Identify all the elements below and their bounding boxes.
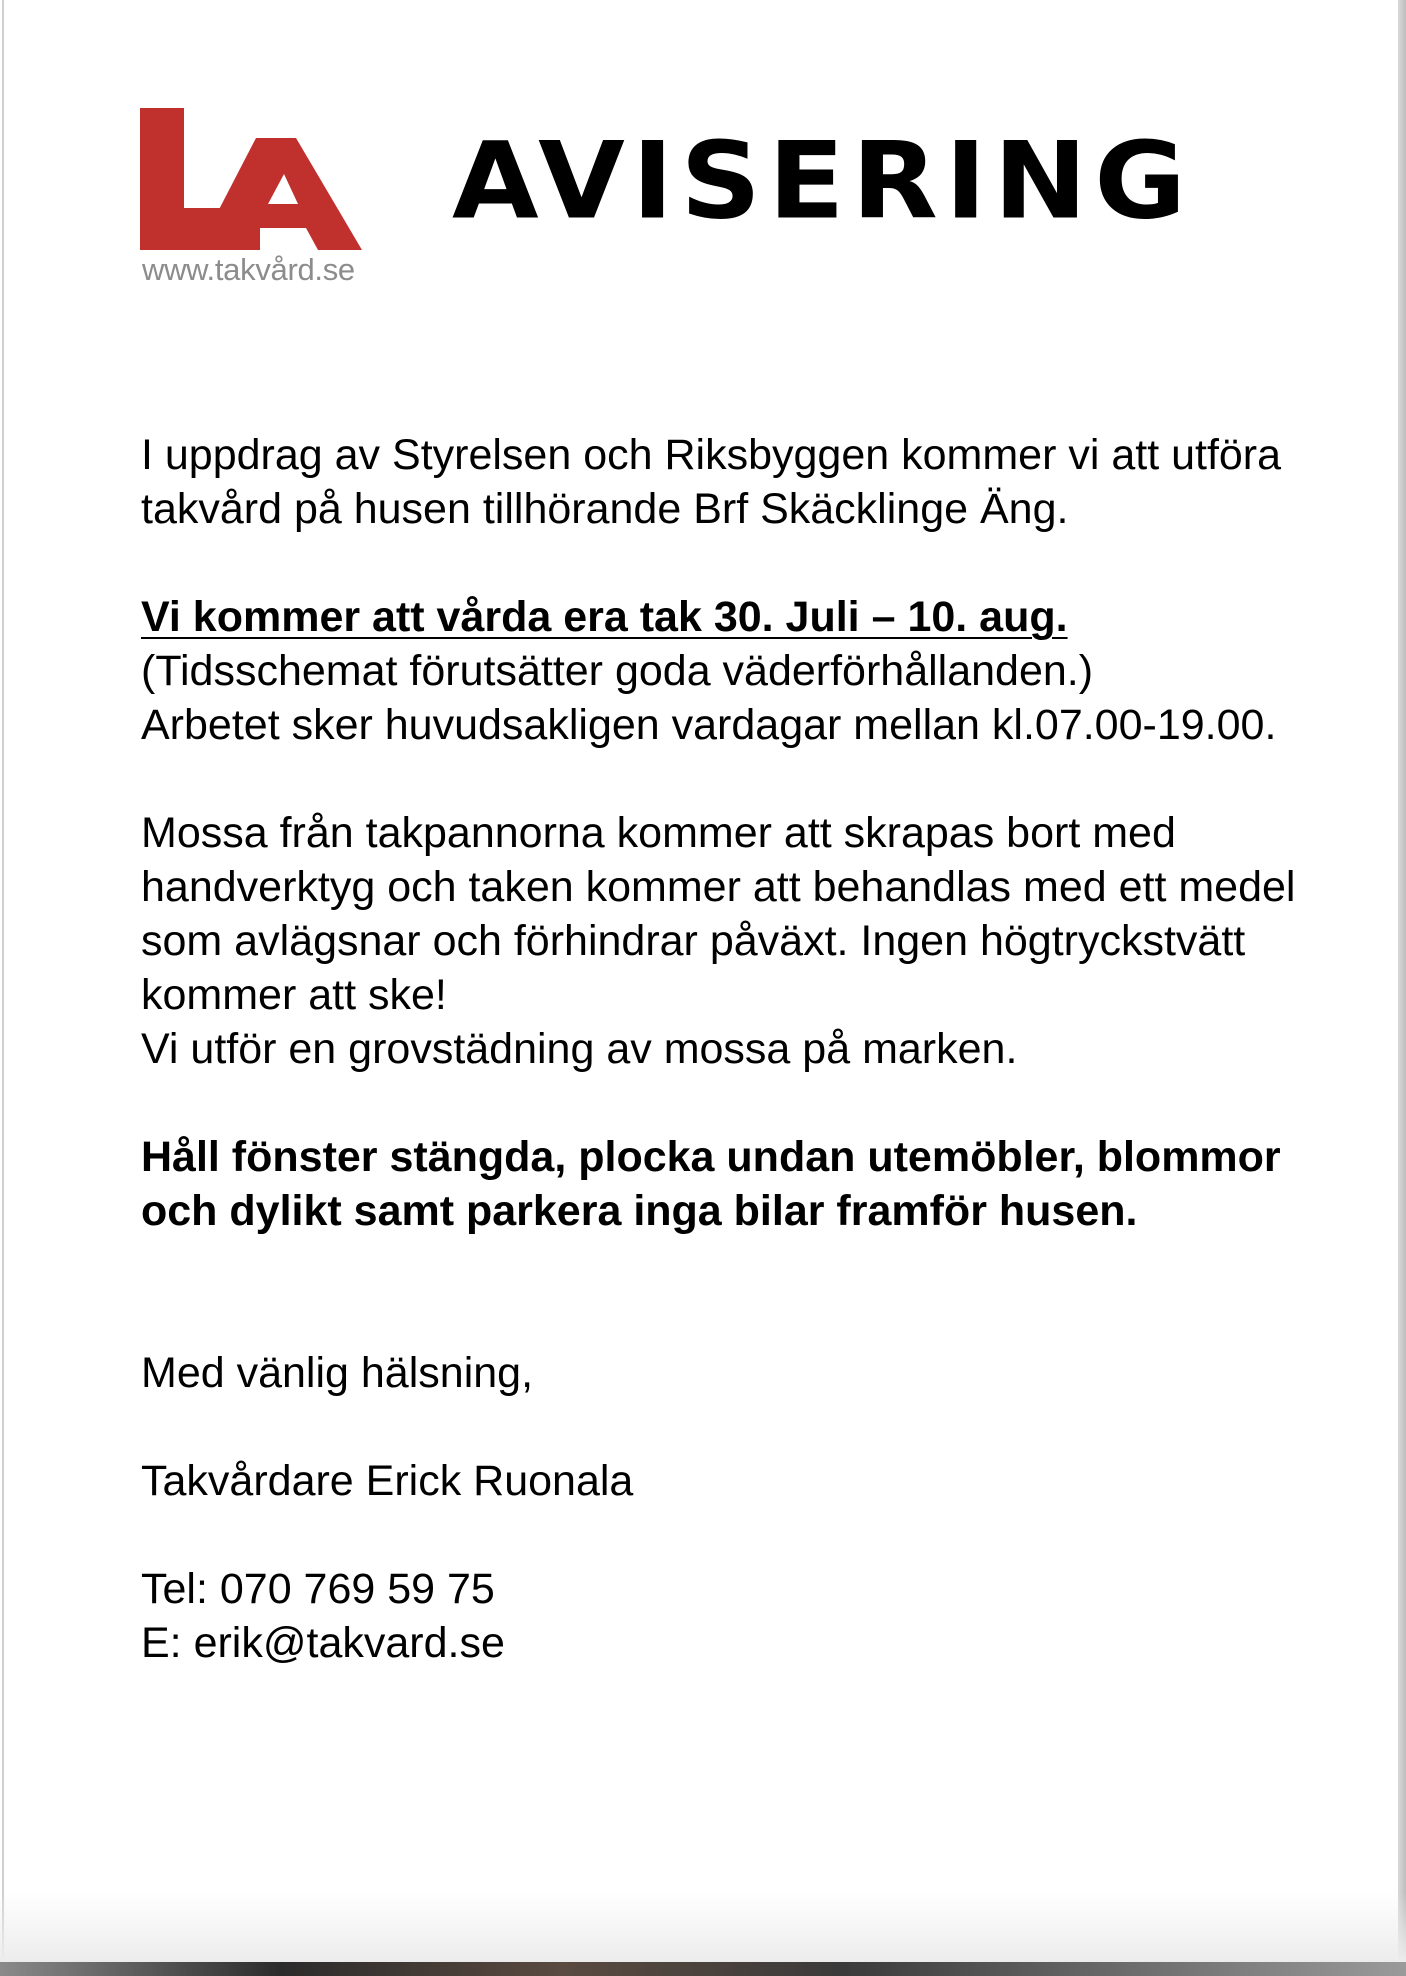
greeting-text: Med vänlig hälsning, xyxy=(141,1349,534,1397)
schedule-note: (Tidsschemat förutsätter goda väderförhållanden.) xyxy=(141,647,1094,695)
la-logo-icon xyxy=(140,108,366,253)
cleanup-text: Vi utför en grovstädning av mossa på marken. xyxy=(141,1025,1018,1073)
background-strip xyxy=(0,1962,1406,1976)
document-page xyxy=(2,0,1402,1976)
signer-name: Takvårdare Erick Ruonala xyxy=(141,1457,634,1505)
logo-website-url: www.takvård.se xyxy=(142,252,355,287)
page-title: AVISERING xyxy=(452,119,1194,243)
work-hours-text: Arbetet sker huvudsakligen vardagar mellan kl.07.00-19.00. xyxy=(141,701,1277,749)
warning-paragraph: Håll fönster stängda, plocka undan utemöbler, blommor och dylikt samt parkera inga bilar framför husen. xyxy=(141,1133,1281,1235)
page-bottom-shadow xyxy=(0,1892,1406,1962)
method-paragraph: Mossa från takpannorna kommer att skrapas bort med handverktyg och taken kommer att behandlas med ett medel som avlägsnar och förhindrar påväxt. Ingen högtryckstvätt kommer att ske! xyxy=(141,809,1296,1019)
schedule-heading: Vi kommer att vårda era tak 30. Juli – 10. aug. xyxy=(141,593,1068,641)
page-right-edge xyxy=(1398,0,1406,1976)
company-logo xyxy=(140,108,366,288)
phone-number: Tel: 070 769 59 75 xyxy=(141,1565,495,1613)
intro-paragraph: I uppdrag av Styrelsen och Riksbyggen kommer vi att utföra takvård på husen tillhörande Brf Skäcklinge Äng. xyxy=(141,431,1282,533)
notice-body xyxy=(141,428,1301,1670)
email-address: E: erik@takvard.se xyxy=(141,1619,505,1667)
